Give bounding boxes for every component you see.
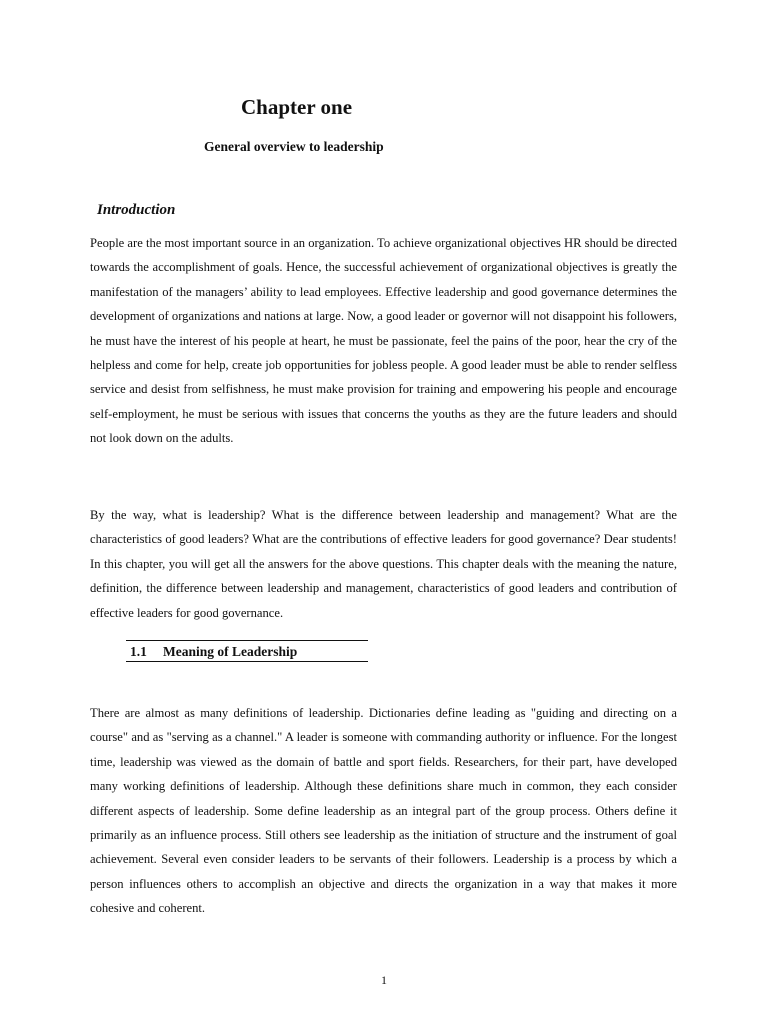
section-title: Meaning of Leadership bbox=[163, 644, 298, 659]
introduction-paragraph-2: By the way, what is leadership? What is the difference between leadership and management? What are the characteristics of good leaders? What are the contributions of effective leaders for good governance? Dear students! In this chapter, you will get all the answers for the above questions. This chapter deals with the meaning the nature, definition, the difference between leadership and management, characteristics of good leaders and contribution of effective leaders for good governance. bbox=[90, 508, 677, 620]
section-number: 1.1 bbox=[130, 644, 147, 659]
introduction-paragraph-1: People are the most important source in an organization. To achieve organizational objectives HR should be directed towards the accomplishment of goals. Hence, the successful achievement of organizational objectives is greatly the manifestation of the managers’ ability to lead employees. Effective leadership and good governance determines the development of organizations and nations at large. Now, a good leader or governor will not disappoint his followers, he must have the interest of his people at heart, he must be passionate, feel the pains of the poor, hear the cry of the helpless and come for help, create job opportunities for jobless people. A good leader must be able to render selfless service and desist from selfishness, he must make provision for training and empowering his people and encourage self-employment, he must be serious with issues that concerns the youths as they are the future leaders and should not look down on the adults. bbox=[90, 236, 678, 446]
introduction-heading: Introduction bbox=[97, 202, 176, 218]
section-heading bbox=[126, 640, 368, 662]
page-number: 1 bbox=[381, 973, 387, 987]
chapter-subtitle: General overview to leadership bbox=[204, 139, 384, 154]
leadership-definition-paragraph: There are almost as many definitions of leadership. Dictionaries define leading as "guiding and directing on a course" and as "serving as a channel." A leader is someone with commanding authority or influence. For the longest time, leadership was viewed as the domain of battle and sport fields. Researchers, for their part, have developed many working definitions of leadership. Although these definitions share much in common, they each consider different aspects of leadership. Some define leadership as an integral part of the group process. Others define it primarily as an influence process. Still others see leadership as the initiation of structure and the instrument of goal achievement. Several even consider leaders to be servants of their followers. Leadership is a process by which a person influences others to accomplish an objective and directs the organization in a way that makes it more cohesive and coherent. bbox=[90, 706, 677, 916]
chapter-title: Chapter one bbox=[241, 95, 353, 119]
